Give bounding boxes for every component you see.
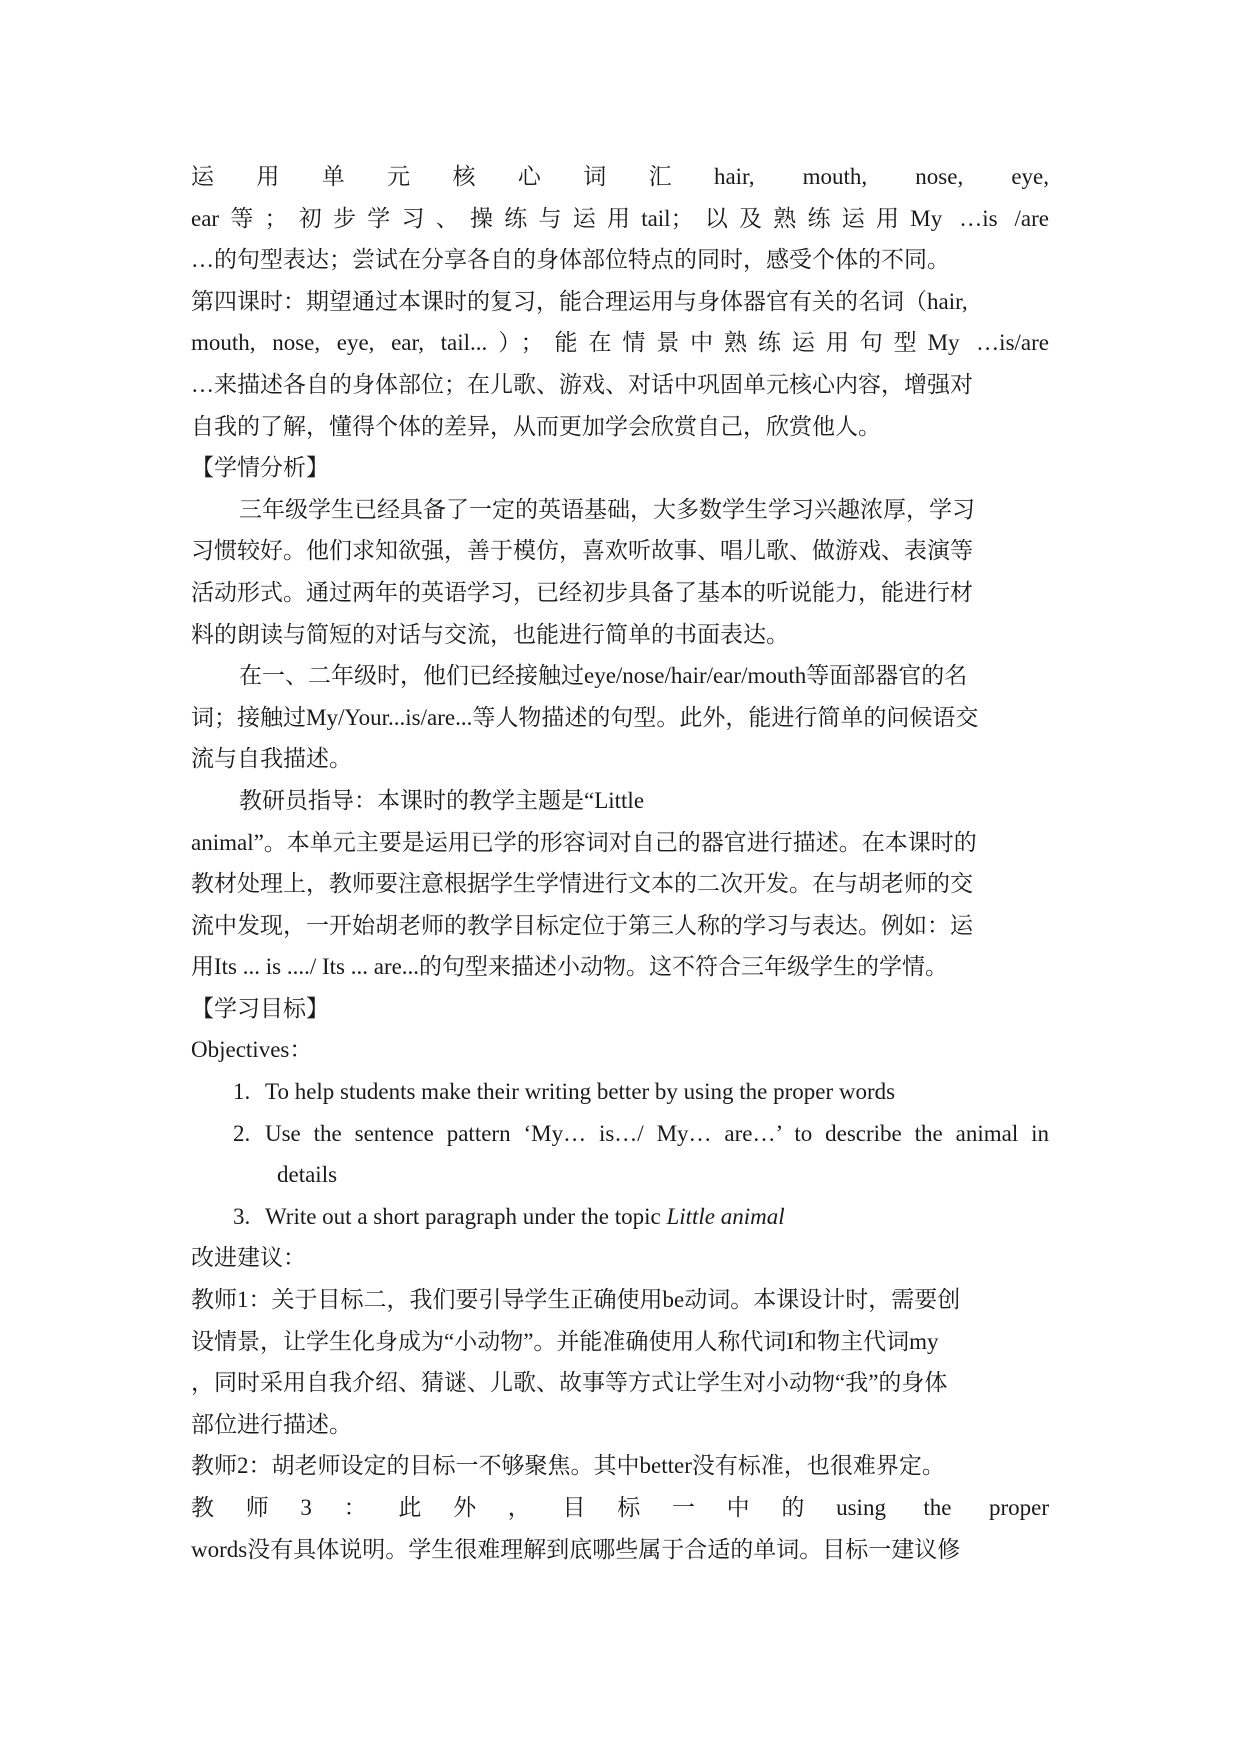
paragraph-line: …来描述各自的身体部位；在儿歌、游戏、对话中巩固单元核心内容，增强对 xyxy=(191,371,973,397)
objective-item-3 xyxy=(191,1196,1049,1238)
paragraph-line: 教师1：关于目标二，我们要引导学生正确使用be动词。本课设计时，需要创 xyxy=(191,1287,961,1313)
list-number: 3. xyxy=(233,1203,251,1229)
paragraph-line: 运用单元核心词汇hair, mouth, nose, eye, xyxy=(191,164,1049,189)
paragraph-line: 词；接触过My/Your...is/are...等人物描述的句型。此外，能进行简单的问候语交 xyxy=(191,704,979,730)
paragraph-line: 自我的了解，懂得个体的差异，从而更加学会欣赏自己，欣赏他人。 xyxy=(191,413,881,439)
paragraph-line: mouth, nose, eye, ear, tail...）；能在情景中熟练运用句型My …is/are xyxy=(191,330,1049,356)
objective-text-main: Write out a short paragraph under the topic xyxy=(265,1203,667,1229)
list-number: 1. xyxy=(233,1079,251,1105)
paragraph-line: 教研员指导：本课时的教学主题是“Little xyxy=(239,787,645,813)
paragraph-line: ear等；初步学习、操练与运用tail；以及熟练运用My …is /are xyxy=(191,205,1049,231)
list-number: 2. xyxy=(233,1120,251,1146)
objective-text-continued: details xyxy=(277,1162,338,1188)
paragraph-line: 第四课时：期望通过本课时的复习，能合理运用与身体器官有关的名词（hair, xyxy=(191,288,968,314)
paragraph-line: …的句型表达；尝试在分享各自的身体部位特点的同时，感受个体的不同。 xyxy=(191,247,950,273)
paragraph-line: 设情景，让学生化身成为“小动物”。并能准确使用人称代词I和物主代词my xyxy=(191,1328,939,1354)
objective-text: To help students make their writing better by using the proper words xyxy=(265,1079,896,1105)
paragraph-line: 教材处理上，教师要注意根据学生学情进行文本的二次开发。在与胡老师的交 xyxy=(191,871,973,897)
paragraph-line: animal”。本单元主要是运用已学的形容词对自己的器官进行描述。在本课时的 xyxy=(191,829,977,855)
paragraph-line: 活动形式。通过两年的英语学习，已经初步具备了基本的听说能力，能进行材 xyxy=(191,579,973,605)
paragraph-line: 流中发现，一开始胡老师的教学目标定位于第三人称的学习与表达。例如：运 xyxy=(191,912,973,938)
objective-item-2 xyxy=(191,1113,1049,1155)
section-heading-analysis: 【学情分析】 xyxy=(191,455,329,481)
section-heading-goals: 【学习目标】 xyxy=(191,995,329,1021)
suggestions-label: 改进建议： xyxy=(191,1245,306,1271)
paragraph-line: 料的朗读与简短的对话与交流，也能进行简单的书面表达。 xyxy=(191,621,789,647)
paragraph-line: 习惯较好。他们求知欲强，善于模仿，喜欢听故事、唱儿歌、做游戏、表演等 xyxy=(191,538,973,564)
document-page xyxy=(191,156,1049,1570)
paragraph-line: 流与自我描述。 xyxy=(191,746,352,772)
paragraph-line: 三年级学生已经具备了一定的英语基础，大多数学生学习兴趣浓厚，学习 xyxy=(239,496,975,522)
paragraph-line: ，同时采用自我介绍、猜谜、儿歌、故事等方式让学生对小动物“我”的身体 xyxy=(191,1370,948,1396)
objective-item-1 xyxy=(191,1071,1049,1113)
paragraph-line: 在一、二年级时，他们已经接触过eye/nose/hair/ear/mouth等面部器官的名 xyxy=(239,663,968,689)
paragraph-line: 部位进行描述。 xyxy=(191,1411,352,1437)
paragraph-line: 教师3：此外，目标一中的using the proper xyxy=(191,1495,1049,1520)
objectives-label: Objectives： xyxy=(191,1037,313,1063)
paragraph-line: words没有具体说明。学生很难理解到底哪些属于合适的单词。目标一建议修 xyxy=(191,1536,961,1562)
paragraph-line: 用Its ... is ..../ Its ... are...的句型来描述小动物。这不符合三年级学生的学情。 xyxy=(191,954,949,980)
objective-text: Use the sentence pattern ‘My… is…/ My… are…’ to describe the animal in xyxy=(265,1120,1049,1146)
objective-text xyxy=(265,1196,1049,1238)
paragraph-line: 教师2：胡老师设定的目标一不够聚焦。其中better没有标准，也很难界定。 xyxy=(191,1453,945,1479)
objective-topic: Little animal xyxy=(666,1203,785,1229)
